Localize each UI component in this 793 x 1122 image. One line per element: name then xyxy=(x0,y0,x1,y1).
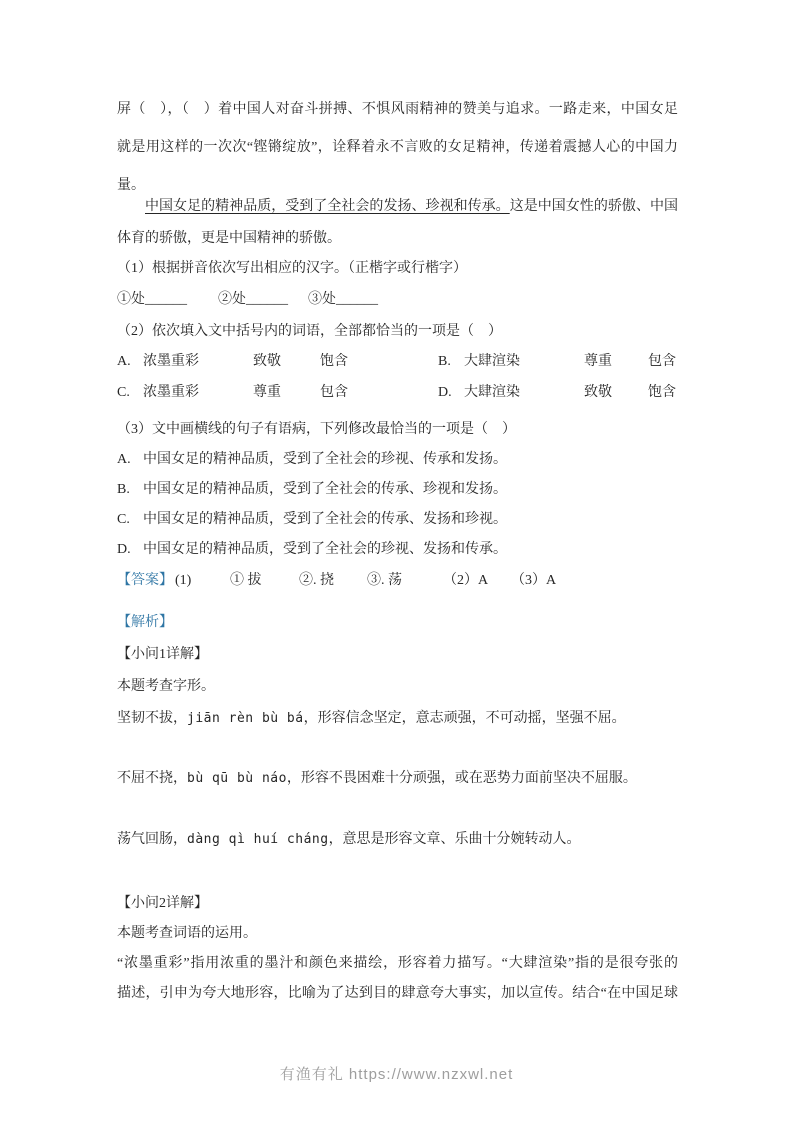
question3-option-c xyxy=(0,510,793,530)
definition-1-term: 坚韧不拔， xyxy=(117,711,187,726)
question3-option-d xyxy=(0,540,793,560)
option-c-word2: 尊重 xyxy=(253,385,281,400)
option-a-word2: 致敬 xyxy=(253,354,281,369)
definition-2 xyxy=(117,769,678,789)
definition-2-meaning: ，形容不畏困难十分顽强，或在恶势力面前坚决不屈服。 xyxy=(286,771,637,786)
option-a-word3: 饱含 xyxy=(320,354,348,369)
option-c-word3: 包含 xyxy=(320,385,348,400)
q3-option-b-label: B. xyxy=(117,482,130,497)
option-b-word3: 包含 xyxy=(648,354,676,369)
question2-options-row1 xyxy=(0,352,793,372)
question3-prompt: （3）文中画横线的句子有语病，下列修改最恰当的一项是（ ） xyxy=(117,422,516,437)
answer-badge: 【答案】 xyxy=(117,573,173,588)
passage-para2-line2: 体育的骄傲，更是中国精神的骄傲。 xyxy=(117,231,341,246)
q3-option-c-text: 中国女足的精神品质，受到了全社会的传承、发扬和珍视。 xyxy=(143,512,507,527)
definition-2-pinyin: bù qū bù náo xyxy=(187,771,287,786)
option-c-label: C. xyxy=(117,385,130,400)
passage-para1-line3: 量。 xyxy=(117,178,145,193)
definition-3 xyxy=(117,830,678,850)
underlined-sentence: 中国女足的精神品质，受到了全社会的发扬、珍视和传承。 xyxy=(145,199,510,214)
passage-para1-line1: 屏（ ），（ ）着中国人对奋斗拼搏、不惧风雨精神的赞美与追求。一路走来，中国女足 xyxy=(117,102,678,117)
definition-2-term: 不屈不挠， xyxy=(117,771,187,786)
subq1-heading: 【小问1详解】 xyxy=(117,647,208,662)
subq2-intro: 本题考查词语的运用。 xyxy=(117,926,257,941)
answer-part-1: (1) xyxy=(175,573,192,588)
answer-part-4: ③. 荡 xyxy=(367,573,402,588)
q3-option-d-label: D. xyxy=(117,542,131,557)
option-b-word1: 大肆渲染 xyxy=(464,354,520,369)
passage-para1-line2: 就是用这样的一次次“铿锵绽放”，诠释着永不言败的女足精神，传递着震撼人心的中国力 xyxy=(117,140,678,155)
question1-prompt: （1）根据拼音依次写出相应的汉字。（正楷字或行楷字） xyxy=(117,261,467,276)
answer-part-3: ②. 挠 xyxy=(299,573,334,588)
question3-option-b xyxy=(0,480,793,500)
option-c-word1: 浓墨重彩 xyxy=(143,385,199,400)
blank-1: ①处______ xyxy=(117,292,187,307)
footer-watermark: 有渔有礼 https://www.nzxwl.net xyxy=(279,1066,514,1083)
question1-blanks xyxy=(0,290,793,310)
q3-option-a-label: A. xyxy=(117,452,131,467)
passage-para2-line1 xyxy=(117,197,678,217)
option-a-label: A. xyxy=(117,354,131,369)
option-b-word2: 尊重 xyxy=(584,354,612,369)
definition-1 xyxy=(117,709,678,729)
passage-para2-line1-rest: 这是中国女性的骄傲、中国 xyxy=(509,199,678,214)
subq1-intro: 本题考查字形。 xyxy=(117,679,215,694)
answer-part-2: ① 拔 xyxy=(230,573,262,588)
definition-1-meaning: ，形容信念坚定，意志顽强，不可动摇，坚强不屈。 xyxy=(303,711,626,726)
question3-option-a xyxy=(0,450,793,470)
option-a-word1: 浓墨重彩 xyxy=(143,354,199,369)
answer-line xyxy=(0,571,793,591)
option-d-word3: 饱含 xyxy=(648,385,676,400)
blank-3: ③处______ xyxy=(308,292,378,307)
subq2-explanation-line1: “浓墨重彩”指用浓重的墨汁和颜色来描绘，形容着力描写。“大肆渲染”指的是很夸张的 xyxy=(117,956,678,971)
question2-prompt: （2）依次填入文中括号内的词语，全部都恰当的一项是（ ） xyxy=(117,324,502,339)
subq2-explanation-line2: 描述，引申为夸大地形容，比喻为了达到目的肆意夸大事实，加以宣传。结合“在中国足球 xyxy=(117,986,678,1001)
analysis-badge: 【解析】 xyxy=(117,615,173,630)
question2-options-row2 xyxy=(0,383,793,403)
option-b-label: B. xyxy=(438,354,451,369)
option-d-word2: 致敬 xyxy=(584,385,612,400)
option-d-word1: 大肆渲染 xyxy=(464,385,520,400)
definition-3-meaning: ，意思是形容文章、乐曲十分婉转动人。 xyxy=(328,832,581,847)
q3-option-d-text: 中国女足的精神品质，受到了全社会的珍视、发扬和传承。 xyxy=(143,542,507,557)
definition-1-pinyin: jiān rèn bù bá xyxy=(187,711,304,726)
q3-option-a-text: 中国女足的精神品质，受到了全社会的珍视、传承和发扬。 xyxy=(143,452,507,467)
answer-part-5: （2）A xyxy=(443,573,489,588)
option-d-label: D. xyxy=(438,385,452,400)
answer-part-6: （3）A xyxy=(511,573,557,588)
definition-3-term: 荡气回肠， xyxy=(117,832,187,847)
q3-option-b-text: 中国女足的精神品质，受到了全社会的传承、珍视和发扬。 xyxy=(143,482,507,497)
q3-option-c-label: C. xyxy=(117,512,130,527)
definition-3-pinyin: dàng qì huí cháng xyxy=(187,832,329,847)
subq2-heading: 【小问2详解】 xyxy=(117,896,208,911)
blank-2: ②处______ xyxy=(218,292,288,307)
